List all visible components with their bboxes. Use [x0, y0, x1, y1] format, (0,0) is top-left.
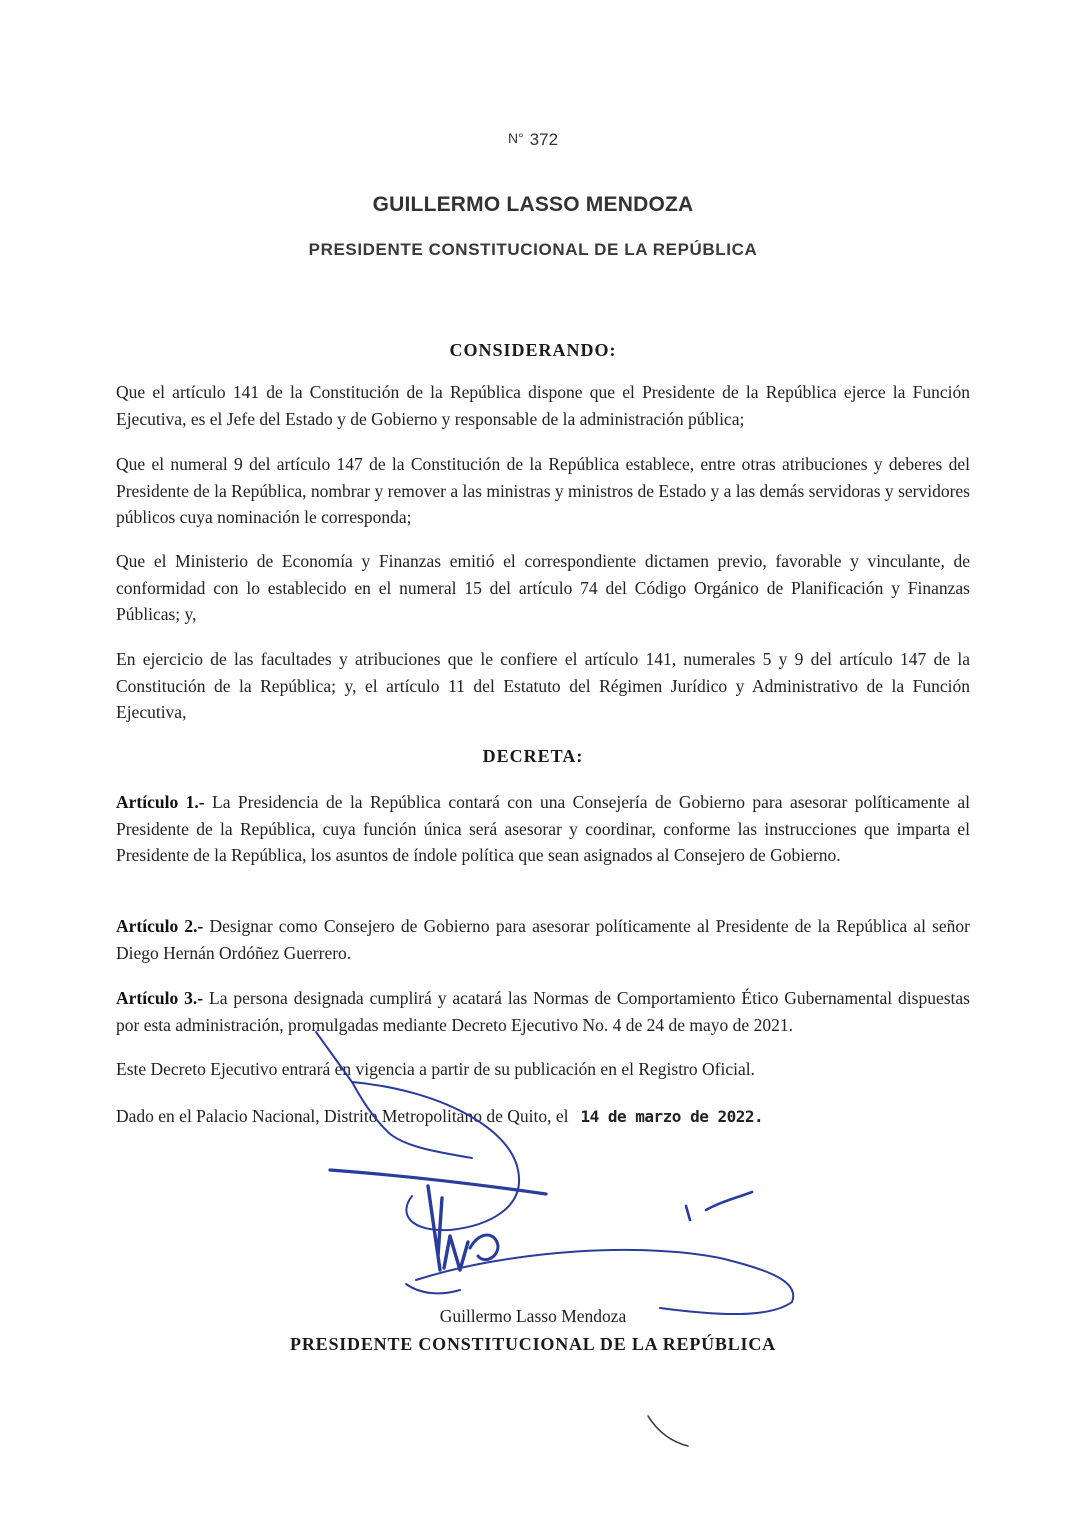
article-1-label: Artículo 1.- [116, 792, 205, 812]
date-stamp: 14 de marzo de 2022. [580, 1107, 764, 1126]
considerando-paragraph: Que el numeral 9 del artículo 147 de la Constitución de la República establece, entre otras atribuciones y deberes del Presidente de la República, nombrar y remover a las ministras y ministros de Estado y a las demás servidoras y servidores públicos cuya nominación le corresponda; [116, 454, 970, 527]
article-1 [116, 789, 970, 869]
article-2-label: Artículo 2.- [116, 916, 204, 936]
decree-number-prefix: N° [507, 130, 524, 146]
considerando-paragraph: Que el Ministerio de Economía y Finanzas emitió el correspondiente dictamen previo, favorable y vinculante, de conformidad con lo establecido en el numeral 15 del artículo 74 del Código Orgánico de Planificación y Finanzas Públicas; y, [116, 551, 970, 624]
dado-en-text: Dado en el Palacio Nacional, Distrito Metropolitano de Quito, el [116, 1106, 569, 1126]
signature-strokes [316, 1032, 793, 1314]
signer-name: Guillermo Lasso Mendoza [439, 1306, 627, 1326]
article-2-text: Designar como Consejero de Gobierno para asesorar políticamente al Presidente de la República al señor Diego Hernán Ordóñez Guerrero. [116, 916, 970, 963]
issuer-name: GUILLERMO LASSO MENDOZA [372, 193, 694, 216]
considerando-paragraph: En ejercicio de las facultades y atribuciones que le confiere el artículo 141, numerales 5 y 9 del artículo 147 de la Constitución de la República; y, el artículo 11 del Estatuto del Régimen Jurídico y Administrativo de la Función Ejecutiva, [116, 649, 970, 722]
article-1-text: La Presidencia de la República contará con una Consejería de Gobierno para asesorar políticamente al Presidente de la República, cuya función única será asesorar y coordinar, conforme las instrucciones que imparta el Presidente de la República, los asuntos de índole política que sean asignados al Consejero de Gobierno. [116, 792, 970, 865]
signer-title: PRESIDENTE CONSTITUCIONAL DE LA REPÚBLICA [290, 1334, 776, 1354]
article-3-text: La persona designada cumplirá y acatará las Normas de Comportamiento Ético Gubernamental dispuestas por esta administración, promulgadas mediante Decreto Ejecutivo No. 4 de 24 de mayo de 2021. [116, 988, 970, 1035]
considerando-heading: CONSIDERANDO: [449, 340, 617, 360]
decreta-heading: DECRETA: [482, 746, 584, 766]
ink-mark [640, 1410, 700, 1460]
article-3-label: Artículo 3.- [116, 988, 204, 1008]
vigencia-clause: Este Decreto Ejecutivo entrará en vigencia a partir de su publicación en el Registro Oficial. [116, 1059, 755, 1079]
decree-number [0, 130, 1066, 150]
issuer-title: PRESIDENTE CONSTITUCIONAL DE LA REPÚBLICA [308, 240, 758, 259]
article-2 [116, 913, 970, 966]
considerando-paragraph: Que el artículo 141 de la Constitución de la República dispone que el Presidente de la República ejerce la Función Ejecutiva, es el Jefe del Estado y de Gobierno y responsable de la administración pública; [116, 382, 970, 429]
decree-number-value: 372 [529, 130, 559, 149]
handwritten-signature [300, 1020, 820, 1320]
